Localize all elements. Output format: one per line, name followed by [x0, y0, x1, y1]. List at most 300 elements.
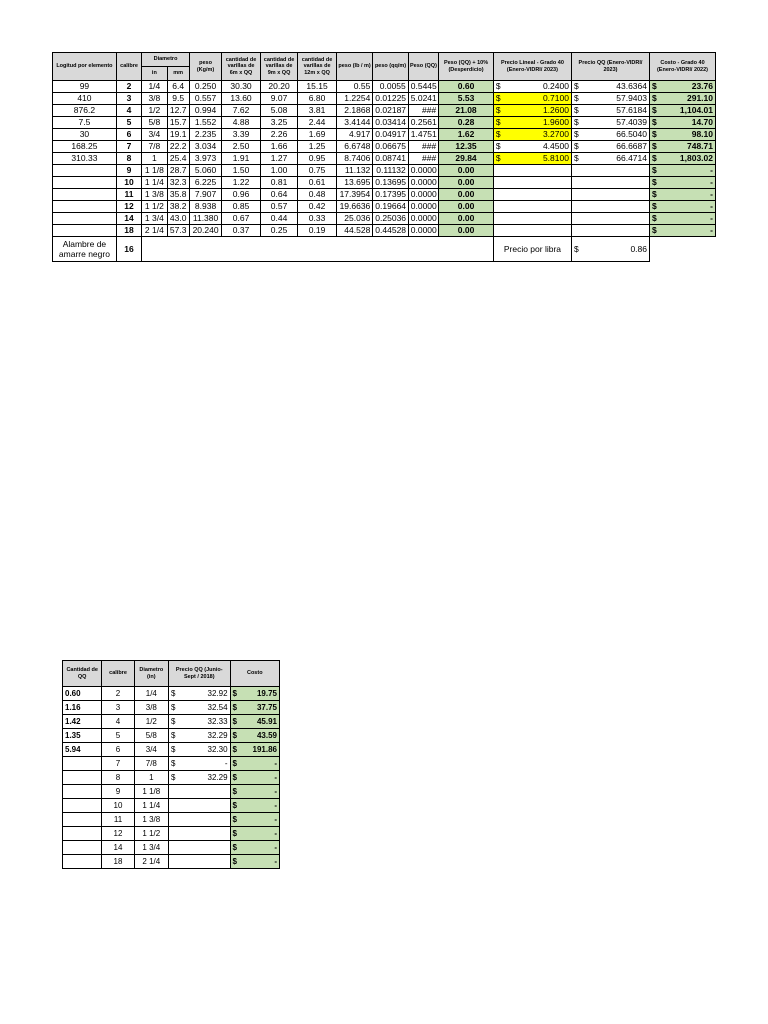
cell-costo: $ - [230, 855, 279, 869]
cell-peso-kgm: 20.240 [189, 225, 221, 237]
cell-peso-qqm: 0.0055 [373, 81, 408, 93]
cell-cant6: 0.37 [222, 225, 261, 237]
cell-in: 3/4 [142, 129, 167, 141]
cell-peso-kgm: 8.938 [189, 201, 221, 213]
t2-header-calibre: calibre [102, 661, 134, 687]
cell-cant9: 3.25 [260, 117, 298, 129]
cell-diametro: 1 1/4 [134, 799, 168, 813]
table-row [53, 153, 716, 165]
cell-calibre: 11 [102, 813, 134, 827]
cell-costo: $ 14.70 [650, 117, 716, 129]
header-peso-desp: Peso (QQ) + 10% (Desperdicio) [439, 53, 494, 81]
cell-cantidad [63, 855, 102, 869]
cell-in: 7/8 [142, 141, 167, 153]
cell-peso-desp: 1.62 [439, 129, 494, 141]
cell-mm: 28.7 [167, 165, 189, 177]
cell-cant6: 1.22 [222, 177, 261, 189]
cell-peso-lbm: 8.7406 [336, 153, 372, 165]
cell-peso-lbm: 25.036 [336, 213, 372, 225]
cell-peso-desp: 0.60 [439, 81, 494, 93]
cell-costo: $ 43.59 [230, 729, 279, 743]
cell-peso-desp: 0.00 [439, 201, 494, 213]
cell-cantidad: 1.16 [63, 701, 102, 715]
cell-precio-lineal [493, 177, 571, 189]
cell-precio-lineal [493, 213, 571, 225]
cell-precio-lineal: $ 4.4500 [493, 141, 571, 153]
cell-peso-qqm: 0.17395 [373, 189, 408, 201]
cell-cant9: 0.57 [260, 201, 298, 213]
cell-peso-kgm: 1.552 [189, 117, 221, 129]
header-peso-lbm: peso (lb / m) [336, 53, 372, 81]
cell-diametro: 1 3/8 [134, 813, 168, 827]
cell-precio-qq [571, 213, 649, 225]
header-in: in [142, 67, 167, 81]
cell-cantidad: 0.60 [63, 687, 102, 701]
header-peso-qq: Peso (QQ) [408, 53, 438, 81]
table-row [63, 799, 280, 813]
cell-costo: $ 191.86 [230, 743, 279, 757]
cell-costo: $ 1,803.02 [650, 153, 716, 165]
cell-costo: $ - [650, 201, 716, 213]
cell-longitud: 876.2 [53, 105, 117, 117]
cell-cant12: 1.69 [298, 129, 337, 141]
cell-peso-qqm: 0.44528 [373, 225, 408, 237]
cell-peso-desp: 29.84 [439, 153, 494, 165]
cell-cant6: 1.50 [222, 165, 261, 177]
cell-peso-desp: 0.00 [439, 177, 494, 189]
wire-row [53, 237, 716, 262]
cell-calibre: 9 [116, 165, 141, 177]
cell-precio-qq [571, 189, 649, 201]
wire-precio: $ 0.86 [571, 237, 649, 262]
cell-diametro: 1 1/2 [134, 827, 168, 841]
cell-diametro: 5/8 [134, 729, 168, 743]
cell-precio-lineal: $ 0.2400 [493, 81, 571, 93]
cell-calibre: 6 [116, 129, 141, 141]
cell-in: 5/8 [142, 117, 167, 129]
table-row [63, 785, 280, 799]
cell-precio [168, 855, 230, 869]
cell-peso-kgm: 3.973 [189, 153, 221, 165]
cell-costo: $ - [650, 189, 716, 201]
cell-cant9: 0.64 [260, 189, 298, 201]
cell-diametro: 1 1/8 [134, 785, 168, 799]
cell-longitud: 168.25 [53, 141, 117, 153]
cell-precio-qq: $ 66.6687 [571, 141, 649, 153]
cell-calibre: 3 [102, 701, 134, 715]
cell-calibre: 5 [102, 729, 134, 743]
table-row [63, 701, 280, 715]
cell-mm: 35.8 [167, 189, 189, 201]
cell-cant9: 9.07 [260, 93, 298, 105]
cell-calibre: 12 [102, 827, 134, 841]
cell-cant12: 15.15 [298, 81, 337, 93]
cell-cantidad [63, 799, 102, 813]
table-row [53, 141, 716, 153]
header-precio-lineal: Precio Lineal - Grado 40 (Enero-VIDRI/ 2023) [493, 53, 571, 81]
cell-costo: $ - [230, 771, 279, 785]
cell-peso-desp: 5.53 [439, 93, 494, 105]
cell-precio-qq: $ 57.6184 [571, 105, 649, 117]
cell-peso-kgm: 3.034 [189, 141, 221, 153]
cell-peso-qq: 0.2561 [408, 117, 438, 129]
cell-peso-lbm: 13.695 [336, 177, 372, 189]
header-diametro: Diametro [142, 53, 190, 67]
cell-costo: $ - [230, 757, 279, 771]
cell-cant6: 0.96 [222, 189, 261, 201]
cell-calibre: 18 [116, 225, 141, 237]
cell-precio [168, 799, 230, 813]
cell-mm: 9.5 [167, 93, 189, 105]
cell-peso-qq: 1.4751 [408, 129, 438, 141]
table-row [63, 743, 280, 757]
cell-in: 1 1/2 [142, 201, 167, 213]
cell-longitud: 310.33 [53, 153, 117, 165]
cell-precio-qq: $ 66.4714 [571, 153, 649, 165]
cell-cant6: 13.60 [222, 93, 261, 105]
cell-peso-lbm: 2.1868 [336, 105, 372, 117]
cell-costo: $ - [230, 827, 279, 841]
table-row [53, 225, 716, 237]
cell-calibre: 6 [102, 743, 134, 757]
cell-peso-qq: 0.5445 [408, 81, 438, 93]
cell-cantidad: 1.35 [63, 729, 102, 743]
wire-label: Alambre de amarre negro [53, 237, 117, 262]
cell-precio: $ 32.30 [168, 743, 230, 757]
cell-precio-qq: $ 57.4039 [571, 117, 649, 129]
cell-precio-lineal: $ 5.8100 [493, 153, 571, 165]
cell-cant12: 0.42 [298, 201, 337, 213]
table-row [53, 165, 716, 177]
table-row [63, 855, 280, 869]
cell-peso-qq: 0.0000 [408, 213, 438, 225]
cell-peso-qqm: 0.06675 [373, 141, 408, 153]
cell-precio-qq: $ 43.6364 [571, 81, 649, 93]
cell-peso-kgm: 2.235 [189, 129, 221, 141]
cell-mm: 38.2 [167, 201, 189, 213]
cell-in: 1/2 [142, 105, 167, 117]
cell-mm: 15.7 [167, 117, 189, 129]
cell-peso-qq: 5.0241 [408, 93, 438, 105]
header-cant12: cantidad de varillas de 12m x QQ [298, 53, 337, 81]
cell-precio: $ 32.54 [168, 701, 230, 715]
cell-peso-qq: 0.0000 [408, 177, 438, 189]
cell-mm: 43.0 [167, 213, 189, 225]
cell-mm: 25.4 [167, 153, 189, 165]
cell-calibre: 14 [102, 841, 134, 855]
table-row [53, 81, 716, 93]
cell-peso-lbm: 17.3954 [336, 189, 372, 201]
cell-peso-qqm: 0.03414 [373, 117, 408, 129]
cell-costo: $ 45.91 [230, 715, 279, 729]
cell-longitud [53, 213, 117, 225]
cell-precio: $ 32.29 [168, 771, 230, 785]
cell-longitud: 7.5 [53, 117, 117, 129]
cell-cant12: 0.19 [298, 225, 337, 237]
cell-diametro: 1 3/4 [134, 841, 168, 855]
cell-diametro: 7/8 [134, 757, 168, 771]
cell-peso-kgm: 7.907 [189, 189, 221, 201]
cell-longitud [53, 189, 117, 201]
wire-calibre: 16 [116, 237, 141, 262]
cell-peso-kgm: 0.250 [189, 81, 221, 93]
cell-cant9: 1.66 [260, 141, 298, 153]
header-costo: Costo - Grado 40 (Enero-VIDRI/ 2022) [650, 53, 716, 81]
cell-cant12: 0.95 [298, 153, 337, 165]
header-peso-kgm: peso (Kg/m) [189, 53, 221, 81]
cell-precio-lineal: $ 1.2600 [493, 105, 571, 117]
table-row [53, 189, 716, 201]
cell-longitud [53, 177, 117, 189]
cell-costo: $ - [650, 177, 716, 189]
cell-mm: 57.3 [167, 225, 189, 237]
cell-peso-qqm: 0.02187 [373, 105, 408, 117]
cell-peso-qqm: 0.13695 [373, 177, 408, 189]
cell-longitud: 99 [53, 81, 117, 93]
cell-peso-lbm: 0.55 [336, 81, 372, 93]
cell-costo: $ 23.76 [650, 81, 716, 93]
cell-calibre: 2 [102, 687, 134, 701]
cell-precio [168, 841, 230, 855]
cell-in: 1/4 [142, 81, 167, 93]
cell-cantidad [63, 813, 102, 827]
cell-precio-qq [571, 225, 649, 237]
header-peso-qqm: peso (qq/m) [373, 53, 408, 81]
cell-costo: $ 37.75 [230, 701, 279, 715]
cell-peso-desp: 0.00 [439, 165, 494, 177]
cell-precio-lineal: $ 0.7100 [493, 93, 571, 105]
cell-peso-lbm: 1.2254 [336, 93, 372, 105]
wire-empty [650, 237, 716, 262]
header-cant6: cantidad de varillas de 6m x QQ [222, 53, 261, 81]
cell-peso-qqm: 0.04917 [373, 129, 408, 141]
cell-calibre: 11 [116, 189, 141, 201]
cell-cant12: 0.48 [298, 189, 337, 201]
cell-costo: $ 98.10 [650, 129, 716, 141]
cell-peso-desp: 0.00 [439, 189, 494, 201]
cell-cantidad [63, 757, 102, 771]
cell-cant9: 1.27 [260, 153, 298, 165]
cell-cant9: 0.25 [260, 225, 298, 237]
wire-blank [142, 237, 494, 262]
cell-diametro: 1/4 [134, 687, 168, 701]
cell-cant6: 0.67 [222, 213, 261, 225]
cell-calibre: 18 [102, 855, 134, 869]
cell-mm: 32.3 [167, 177, 189, 189]
cell-peso-kgm: 11.380 [189, 213, 221, 225]
cell-calibre: 2 [116, 81, 141, 93]
cell-precio: $ 32.29 [168, 729, 230, 743]
cell-cantidad [63, 827, 102, 841]
cell-peso-desp: 0.00 [439, 213, 494, 225]
cell-longitud [53, 201, 117, 213]
cell-peso-kgm: 6.225 [189, 177, 221, 189]
cell-calibre: 4 [116, 105, 141, 117]
cell-peso-qqm: 0.08741 [373, 153, 408, 165]
cell-peso-qq: 0.0000 [408, 225, 438, 237]
cell-costo: $ 748.71 [650, 141, 716, 153]
cell-precio-lineal: $ 1.9600 [493, 117, 571, 129]
cell-cant6: 4.88 [222, 117, 261, 129]
table-row [63, 757, 280, 771]
cell-cant6: 3.39 [222, 129, 261, 141]
cell-peso-lbm: 11.132 [336, 165, 372, 177]
cell-calibre: 14 [116, 213, 141, 225]
table-row [63, 729, 280, 743]
cell-cantidad [63, 771, 102, 785]
cell-precio: $ - [168, 757, 230, 771]
cell-costo: $ 19.75 [230, 687, 279, 701]
cell-cant6: 1.91 [222, 153, 261, 165]
cell-precio-qq [571, 177, 649, 189]
cell-precio-lineal: $ 3.2700 [493, 129, 571, 141]
cell-peso-qq: 0.0000 [408, 201, 438, 213]
header-mm: mm [167, 67, 189, 81]
cell-mm: 19.1 [167, 129, 189, 141]
cell-diametro: 3/8 [134, 701, 168, 715]
cell-costo: $ - [650, 225, 716, 237]
cell-peso-qq: 0.0000 [408, 165, 438, 177]
cell-diametro: 3/4 [134, 743, 168, 757]
cell-cant9: 0.44 [260, 213, 298, 225]
cell-calibre: 3 [116, 93, 141, 105]
cell-cant9: 20.20 [260, 81, 298, 93]
cell-calibre: 8 [102, 771, 134, 785]
cell-peso-desp: 0.28 [439, 117, 494, 129]
cell-longitud [53, 225, 117, 237]
table-row [53, 129, 716, 141]
cell-peso-desp: 12.35 [439, 141, 494, 153]
wire-precio-label: Precio por libra [493, 237, 571, 262]
table-row [63, 687, 280, 701]
cell-diametro: 1/2 [134, 715, 168, 729]
cell-longitud [53, 165, 117, 177]
price-summary-table [62, 660, 280, 869]
cell-costo: $ - [650, 165, 716, 177]
cell-cant9: 1.00 [260, 165, 298, 177]
cell-diametro: 1 [134, 771, 168, 785]
cell-calibre: 9 [102, 785, 134, 799]
cell-longitud: 410 [53, 93, 117, 105]
cell-in: 1 [142, 153, 167, 165]
cell-peso-qqm: 0.19664 [373, 201, 408, 213]
cell-costo: $ - [650, 213, 716, 225]
table-row [53, 177, 716, 189]
cell-peso-desp: 0.00 [439, 225, 494, 237]
cell-cant9: 2.26 [260, 129, 298, 141]
cell-precio-qq [571, 201, 649, 213]
cell-peso-kgm: 0.994 [189, 105, 221, 117]
cell-cantidad: 1.42 [63, 715, 102, 729]
cell-precio-lineal [493, 189, 571, 201]
cell-costo: $ - [230, 841, 279, 855]
rebar-weight-table [52, 52, 716, 262]
t2-header-diametro: Diametro (in) [134, 661, 168, 687]
cell-mm: 22.2 [167, 141, 189, 153]
cell-cant9: 5.08 [260, 105, 298, 117]
cell-precio-qq: $ 66.5040 [571, 129, 649, 141]
table-row [53, 93, 716, 105]
table-row [63, 771, 280, 785]
cell-mm: 6.4 [167, 81, 189, 93]
table-row [63, 827, 280, 841]
cell-cant9: 0.81 [260, 177, 298, 189]
cell-costo: $ 291.10 [650, 93, 716, 105]
cell-precio: $ 32.92 [168, 687, 230, 701]
cell-peso-qq: 0.0000 [408, 189, 438, 201]
cell-cant12: 2.44 [298, 117, 337, 129]
cell-longitud: 30 [53, 129, 117, 141]
table-row [53, 213, 716, 225]
cell-cantidad [63, 785, 102, 799]
table-row [63, 715, 280, 729]
cell-peso-desp: 21.08 [439, 105, 494, 117]
cell-calibre: 7 [116, 141, 141, 153]
cell-cant12: 0.75 [298, 165, 337, 177]
cell-calibre: 10 [102, 799, 134, 813]
cell-peso-lbm: 19.6636 [336, 201, 372, 213]
header-longitud: Logitud por elemento [53, 53, 117, 81]
cell-diametro: 2 1/4 [134, 855, 168, 869]
header-calibre: calibre [116, 53, 141, 81]
cell-precio-lineal [493, 225, 571, 237]
cell-cant12: 1.25 [298, 141, 337, 153]
cell-costo: $ - [230, 813, 279, 827]
t2-header-precio: Precio QQ (Junio-Sept / 2018) [168, 661, 230, 687]
cell-peso-qq: ### [408, 105, 438, 117]
cell-peso-lbm: 4.917 [336, 129, 372, 141]
cell-peso-lbm: 6.6748 [336, 141, 372, 153]
cell-cant12: 0.33 [298, 213, 337, 225]
cell-in: 2 1/4 [142, 225, 167, 237]
cell-precio [168, 827, 230, 841]
cell-precio-lineal [493, 201, 571, 213]
cell-precio [168, 785, 230, 799]
t2-header-costo: Costo [230, 661, 279, 687]
cell-calibre: 12 [116, 201, 141, 213]
cell-peso-qq: ### [408, 153, 438, 165]
cell-precio-lineal [493, 165, 571, 177]
table-row [53, 201, 716, 213]
header-cant9: cantidad de varillas de 9m x QQ [260, 53, 298, 81]
cell-costo: $ 1,104.01 [650, 105, 716, 117]
cell-calibre: 7 [102, 757, 134, 771]
cell-peso-lbm: 44.528 [336, 225, 372, 237]
cell-in: 3/8 [142, 93, 167, 105]
table-row [63, 841, 280, 855]
cell-in: 1 3/8 [142, 189, 167, 201]
cell-cant6: 2.50 [222, 141, 261, 153]
cell-cant6: 30.30 [222, 81, 261, 93]
table-row [53, 105, 716, 117]
cell-precio-qq [571, 165, 649, 177]
table-row [63, 813, 280, 827]
cell-peso-lbm: 3.4144 [336, 117, 372, 129]
cell-in: 1 1/4 [142, 177, 167, 189]
cell-cantidad: 5.94 [63, 743, 102, 757]
header-precio-qq: Precio QQ (Enero-VIDRI/ 2023) [571, 53, 649, 81]
cell-cant6: 0.85 [222, 201, 261, 213]
cell-cantidad [63, 841, 102, 855]
cell-calibre: 4 [102, 715, 134, 729]
cell-cant12: 0.61 [298, 177, 337, 189]
cell-cant12: 3.81 [298, 105, 337, 117]
cell-in: 1 1/8 [142, 165, 167, 177]
cell-peso-qqm: 0.01225 [373, 93, 408, 105]
cell-cant12: 6.80 [298, 93, 337, 105]
cell-costo: $ - [230, 799, 279, 813]
cell-costo: $ - [230, 785, 279, 799]
